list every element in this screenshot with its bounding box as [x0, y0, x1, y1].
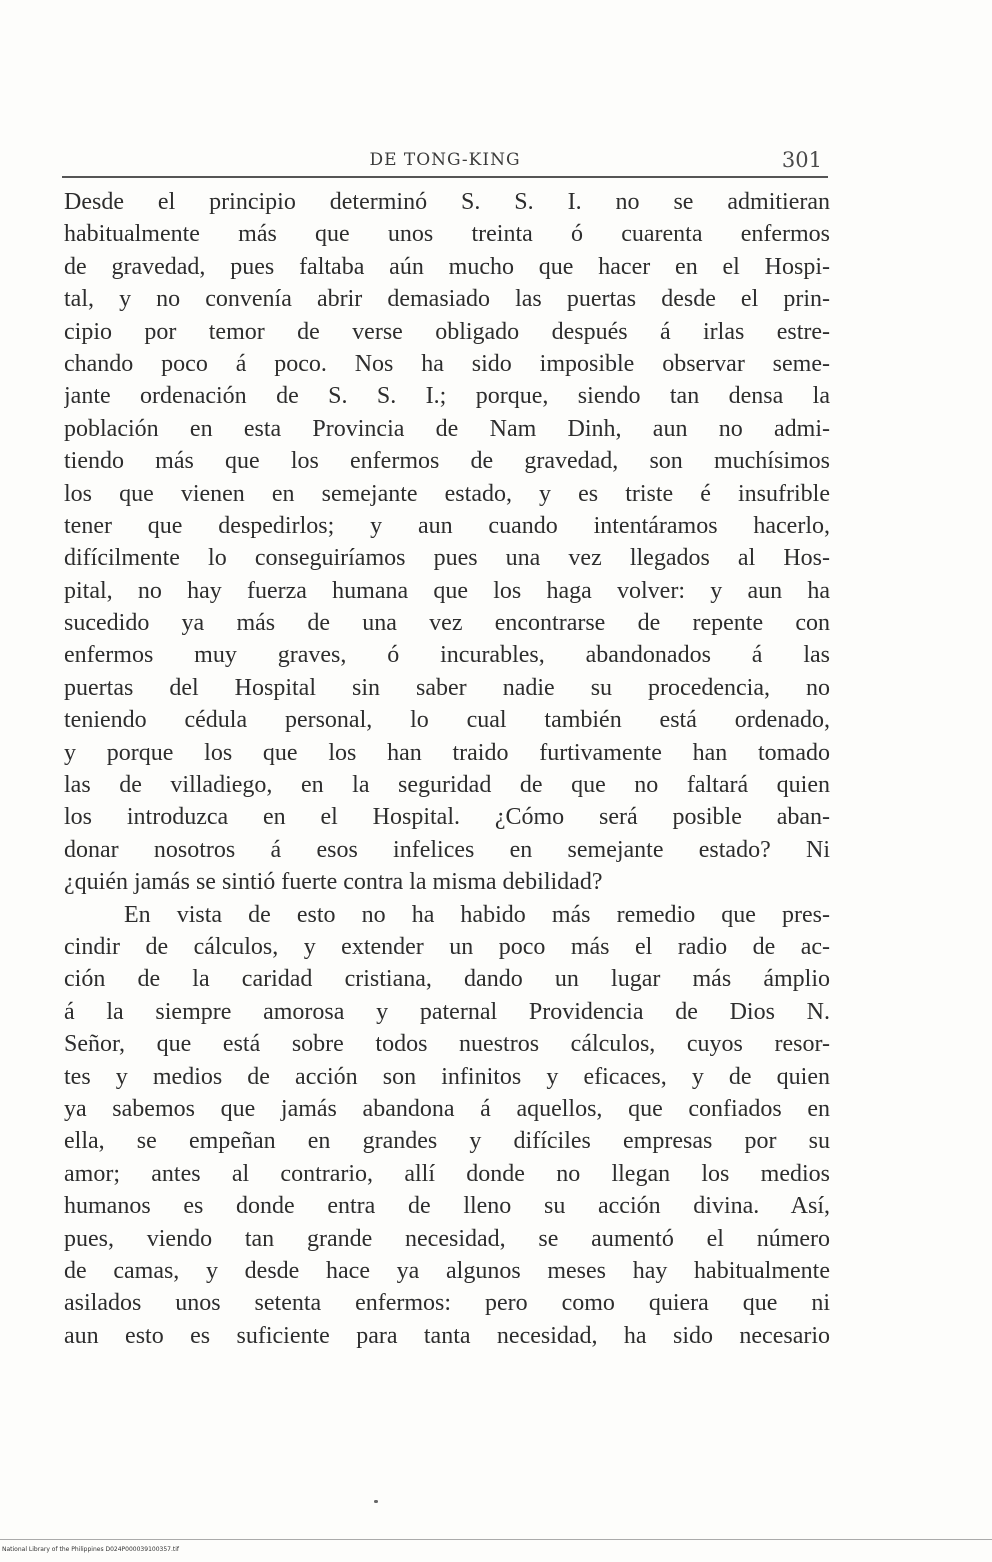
text-line: teniendo cédula personal, lo cual también está ordenado, — [64, 707, 830, 734]
text-line: á la siempre amorosa y paternal Providencia de Dios N. — [64, 998, 830, 1025]
text-line: pues, viendo tan grande necesidad, se aumentó el número — [64, 1225, 830, 1252]
text-line: tes y medios de acción son infinitos y eficaces, y de quien — [64, 1063, 830, 1090]
text-line: tiendo más que los enfermos de gravedad, son muchísimos — [64, 448, 830, 475]
text-line: y porque los que los han traido furtivamente han tomado — [64, 739, 830, 766]
text-line: habitualmente más que unos treinta ó cuarenta enfermos — [64, 221, 830, 248]
text-line: los que vienen en semejante estado, y es triste é insufrible — [64, 480, 830, 507]
running-head-title: DE TONG-KING — [369, 150, 521, 170]
text-line: tener que despedirlos; y aun cuando intentáramos hacerlo, — [64, 512, 830, 539]
text-line: donar nosotros á esos infelices en semejante estado? Ni — [64, 836, 830, 863]
body-text — [64, 186, 830, 1352]
text-line: sucedido ya más de una vez encontrarse de repente con — [64, 610, 830, 637]
text-line: ción de la caridad cristiana, dando un lugar más ámplio — [64, 966, 830, 993]
ink-speck — [374, 1500, 378, 1503]
text-line: pital, no hay fuerza humana que los haga volver: y aun ha — [64, 577, 830, 604]
text-line: tal, y no convenía abrir demasiado las puertas desde el prin- — [64, 286, 830, 313]
text-line: enfermos muy graves, ó incurables, abandonados á las — [64, 642, 830, 669]
text-line: difícilmente lo conseguiríamos pues una vez llegados al Hos- — [64, 545, 830, 572]
text-line: Señor, que está sobre todos nuestros cálculos, cuyos resor- — [64, 1031, 830, 1058]
header-rule — [62, 176, 828, 178]
scan-footer-label: National Library of the Philippines D024P000039100357.tif — [2, 1546, 180, 1553]
paragraph-end-line: ¿quién jamás se sintió fuerte contra la misma debilidad? — [64, 869, 603, 896]
text-line: aun esto es suficiente para tanta necesidad, ha sido necesario — [64, 1322, 830, 1349]
text-line: puertas del Hospital sin saber nadie su procedencia, no — [64, 674, 830, 701]
scan-footer — [0, 1539, 992, 1562]
text-line: jante ordenación de S. S. I.; porque, siendo tan densa la — [64, 383, 830, 410]
text-line: asilados unos setenta enfermos: pero como quiera que ni — [64, 1290, 830, 1317]
text-line: población en esta Provincia de Nam Dinh, aun no admi- — [64, 415, 830, 442]
text-line: chando poco á poco. Nos ha sido imposible observar seme- — [64, 350, 830, 377]
text-line: Desde el principio determinó S. S. I. no se admitieran — [64, 189, 830, 215]
running-head — [62, 148, 828, 178]
text-line: cindir de cálculos, y extender un poco más el radio de ac- — [64, 933, 830, 960]
text-line: los introduzca en el Hospital. ¿Cómo será posible aban- — [64, 804, 830, 831]
paragraph-start-line: En vista de esto no ha habido más remedio que pres- — [124, 901, 830, 928]
text-line: amor; antes al contrario, allí donde no llegan los medios — [64, 1160, 830, 1187]
text-line: ella, se empeñan en grandes y difíciles empresas por su — [64, 1128, 830, 1155]
text-line: de camas, y desde hace ya algunos meses hay habitualmente — [64, 1257, 830, 1284]
text-line: humanos es donde entra de lleno su acción divina. Así, — [64, 1193, 830, 1220]
text-line: cipio por temor de verse obligado después á irlas estre- — [64, 318, 830, 345]
page-number: 301 — [781, 148, 822, 172]
text-line: de gravedad, pues faltaba aún mucho que hacer en el Hospi- — [64, 253, 830, 280]
text-line: ya sabemos que jamás abandona á aquellos, que confiados en — [64, 1095, 830, 1122]
text-line: las de villadiego, en la seguridad de que no faltará quien — [64, 772, 830, 799]
